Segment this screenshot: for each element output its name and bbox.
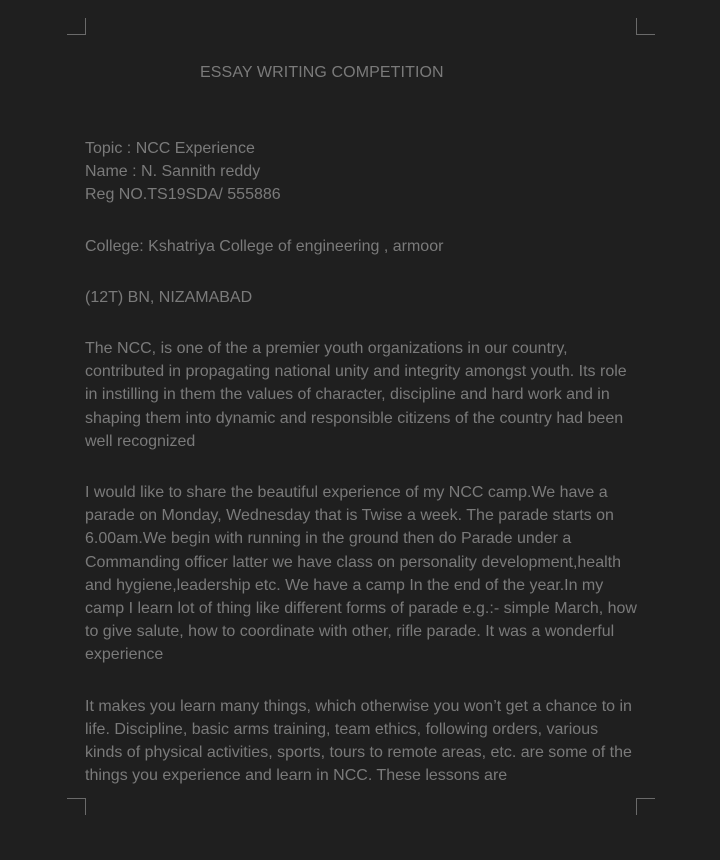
crop-mark-bottom-right <box>636 798 655 815</box>
paragraph-3: It makes you learn many things, which otherwise you won’t get a chance to in life. Discipline, basic arms training, team ethics, following orders, various kinds of physical activities, sports, tours to remote areas, etc. are some of the things you experience and learn in NCC. These lessons are <box>85 697 632 785</box>
unit-line <box>85 286 637 309</box>
document-body <box>85 60 637 788</box>
document-title: ESSAY WRITING COMPETITION <box>200 64 444 81</box>
author-details <box>85 137 637 207</box>
unit-text: (12T) BN, NIZAMABAD <box>85 288 253 306</box>
college-text: College: Kshatriya College of engineering , armoor <box>85 237 444 255</box>
crop-mark-bottom-left <box>67 798 86 815</box>
topic-line: Topic : NCC Experience <box>85 140 255 157</box>
crop-mark-top-right <box>636 18 655 35</box>
college-line <box>85 235 637 258</box>
crop-mark-top-left <box>67 18 86 35</box>
reg-no-line: Reg NO.TS19SDA/ 555886 <box>85 186 281 204</box>
name-line: Name : N. Sannith reddy <box>85 163 261 181</box>
paragraph-2: I would like to share the beautiful experience of my NCC camp.We have a parade on Monday, Wednesday that is Twise a week. The parade starts on 6.00am.We begin with running in the ground then do Parade under a Commanding officer latter we have class on personality development,health and hygiene,leadership etc. We have a camp In the end of the year.In my camp I learn lot of thing like different forms of parade e.g.:- simple March, how to give salute, how to coordinate with other, rifle parade. It was a wonderful experience <box>85 484 637 664</box>
paragraph-1: The NCC, is one of the a premier youth organizations in our country, contributed in propagating national unity and integrity amongst youth. Its role in instilling in them the values of character, discipline and hard work and in shaping them into dynamic and responsible citizens of the country had been well recognized <box>85 340 627 450</box>
